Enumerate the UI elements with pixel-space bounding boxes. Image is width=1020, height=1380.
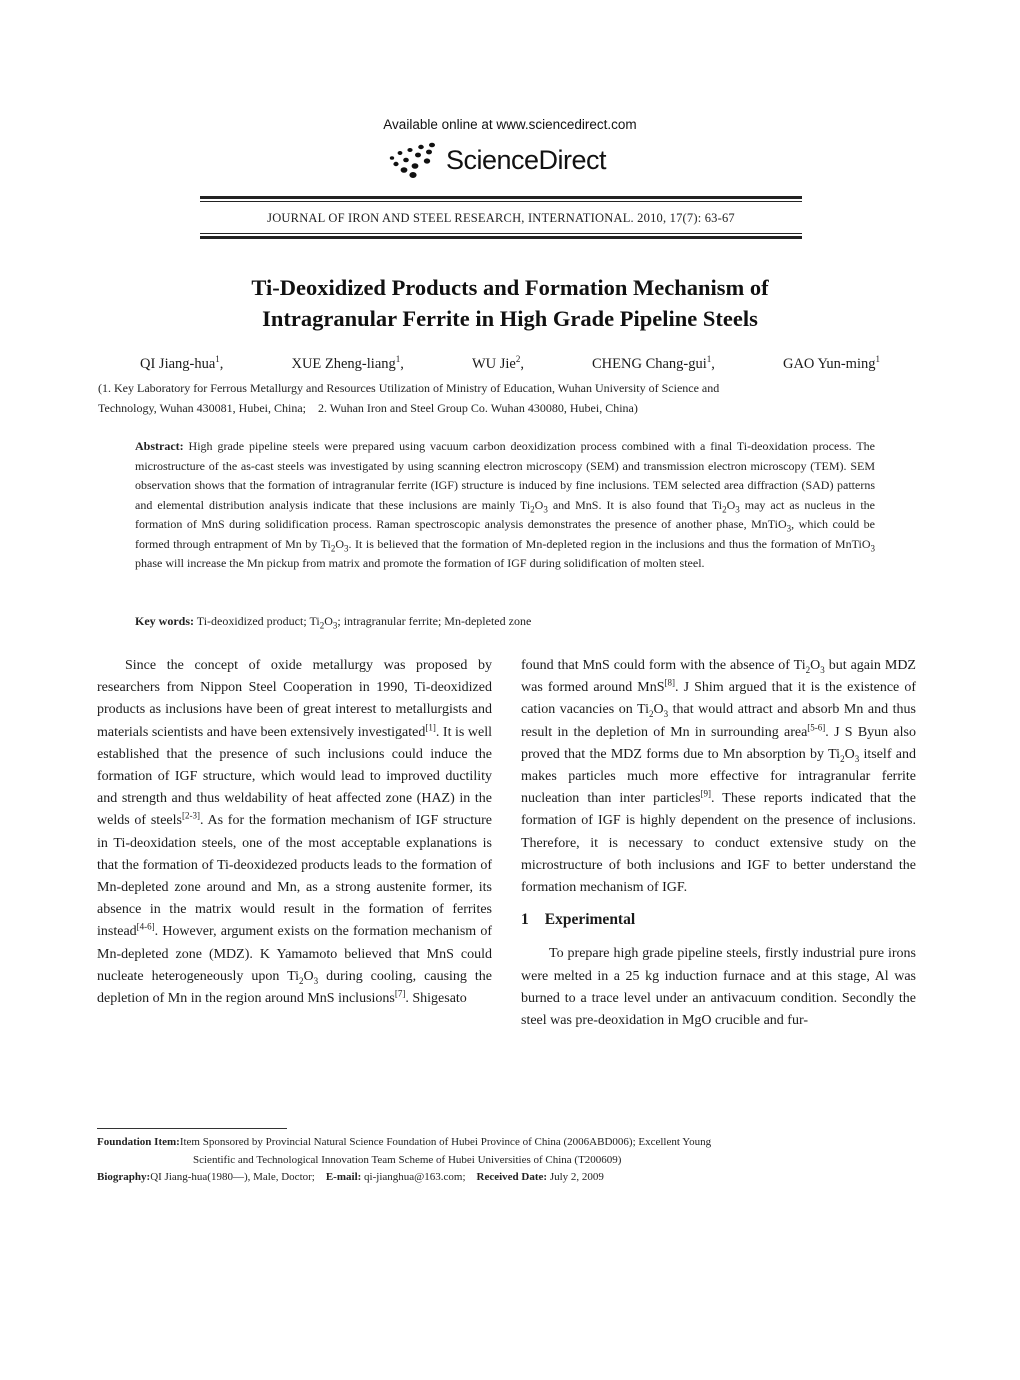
- affiliations: [98, 378, 918, 418]
- header-rule-top-thin: [200, 201, 802, 202]
- abstract: Abstract: High grade pipeline steels were prepared using vacuum carbon deoxidization process combined with a final Ti-deoxidation process. The microstructure of the as-cast steels was investigated by using scanning electron microscopy (SEM) and transmission electron microscopy (TEM). SEM observation shows that the formation of intragranular ferrite (IGF) structure is induced by fine inclusions. TEM selected area diffraction (SAD) patterns and elemental distribution analysis indicate that these inclusions are mainly $Ti_2O_3$ and MnS. It is also found that $Ti_2O_3$ may act as nucleus in the formation of MnS during solidification process. Raman spectroscopic analysis demonstrates the presence of another phase, MnTiO$_3$, which could be formed through entrapment of Mn by $Ti_2O_3$. It is believed that the formation of Mn-depleted region in the inclusions and thus the formation of MnTiO$_3$ phase will increase the Mn pickup from matrix and promote the formation of IGF during solidification of molten steel.: [135, 439, 876, 570]
- sciencedirect-dots-icon: [384, 140, 444, 180]
- affiliation-line-2: Technology, Wuhan 430081, Hubei, China; 2. Wuhan Iron and Steel Group Co. Wuhan 430080, Hubei, China): [98, 401, 638, 415]
- journal-citation: JOURNAL OF IRON AND STEEL RESEARCH, INTERNATIONAL. 2010, 17(7): 63-67: [267, 211, 735, 225]
- header-rule-bottom-thin: [200, 233, 802, 234]
- footnote-rule: [97, 1128, 287, 1129]
- body-column-left: [97, 655, 492, 1010]
- foundation-item: Foundation Item:Item Sponsored by Provincial Natural Science Foundation of Hubei Province of China (2006ABD006); Excellent Young: [97, 1136, 712, 1148]
- experimental-paragraph: To prepare high grade pipeline steels, firstly industrial pure irons were melted in a 25 kg induction furnace and at this stage, Al was burned to a trace level under an antivacuum condition. Secondly the steel was pre-deoxidation in MgO crucible and fur-: [521, 946, 916, 1029]
- affiliation-line-1: (1. Key Laboratory for Ferrous Metallurgy and Resources Utilization of Ministry of Education, Wuhan University of Science and: [98, 381, 720, 395]
- title-line-2: Intragranular Ferrite in High Grade Pipeline Steels: [262, 306, 758, 331]
- author: WU Jie$^2$,: [471, 354, 524, 372]
- sciencedirect-logo: [384, 140, 606, 180]
- body-column-right: [521, 655, 916, 1032]
- foundation-item-continued: Scientific and Technological Innovation Team Scheme of Hubei Universities of China (T200609): [193, 1153, 622, 1166]
- author-list: [140, 354, 880, 373]
- intro-paragraph-continued: found that MnS could form with the absence of $Ti_2O_3$ but again MDZ was formed around MnS[8]. J Shim argued that it is the existence of cation vacancies on $Ti_2O_3$ that would attract and absorb Mn and thus result in the depletion of Mn in surrounding area[5-6]. J S Byun also proved that the MDZ forms due to Mn absorption by $Ti_2O_3$ itself and makes particles much more effective for intragranular ferrite nucleation than inter particles[9]. These reports indicated that the formation of IGF is highly dependent on the presence of inclusions. Therefore, it is necessary to conduct extensive study on the microstructure of both inclusions and IGF to better understand the formation mechanism of IGF.: [521, 658, 916, 896]
- author: QI Jiang-hua$^1$,: [140, 354, 224, 372]
- keywords: Key words: Ti-deoxidized product; $Ti_2O_3$; intragranular ferrite; Mn-depleted zone: [135, 614, 532, 631]
- sciencedirect-brand: ScienceDirect: [446, 144, 607, 175]
- author: XUE Zheng-liang$^1$,: [291, 354, 404, 372]
- intro-paragraph: Since the concept of oxide metallurgy was proposed by researchers from Nippon Steel Cooperation in 1990, Ti-deoxidized products as inclusions have been of great interest to metallurgists and materials scientists and have been extensively investigated[1]. It is well established that the presence of such inclusions could induce the formation of IGF structure, which would lead to improved ductility and strength and thus weldability of heat affected zone (HAZ) in the welds of steels[2-3]. As for the formation mechanism of IGF structure in Ti-deoxidation steels, one of the most acceptable explanations is that the formation of Ti-deoxidezed products leads to the formation of Mn-depleted zone around and Mn, as a strong austenite former, its absence in the matrix would result in the formation of ferrites instead[4-6]. However, argument exists on the formation mechanism of Mn-depleted zone (MDZ). K Yamamoto believed that MnS could nucleate heterogeneously upon $Ti_2O_3$ during cooling, causing the depletion of Mn in the region around MnS inclusions[7]. Shigesato: [97, 658, 492, 1007]
- available-online-text: Available online at www.sciencedirect.com: [383, 117, 637, 132]
- keywords-label: Key words:: [135, 614, 194, 628]
- author: CHENG Chang-gui$^1$,: [592, 354, 715, 372]
- header-rule-top: [200, 196, 802, 199]
- header-rule-bottom: [200, 236, 802, 239]
- paper-title: [130, 272, 890, 334]
- section-heading-experimental: 1 Experimental: [521, 911, 636, 929]
- author: GAO Yun-ming$^1$: [782, 354, 880, 372]
- biography: Biography:QI Jiang-hua(1980—), Male, Doctor; E-mail: qi-jianghua@163.com; Received Date: July 2, 2009: [97, 1171, 604, 1183]
- title-line-1: Ti-Deoxidized Products and Formation Mechanism of: [251, 275, 769, 300]
- abstract-label: Abstract:: [135, 439, 184, 453]
- footnotes: [97, 1134, 917, 1187]
